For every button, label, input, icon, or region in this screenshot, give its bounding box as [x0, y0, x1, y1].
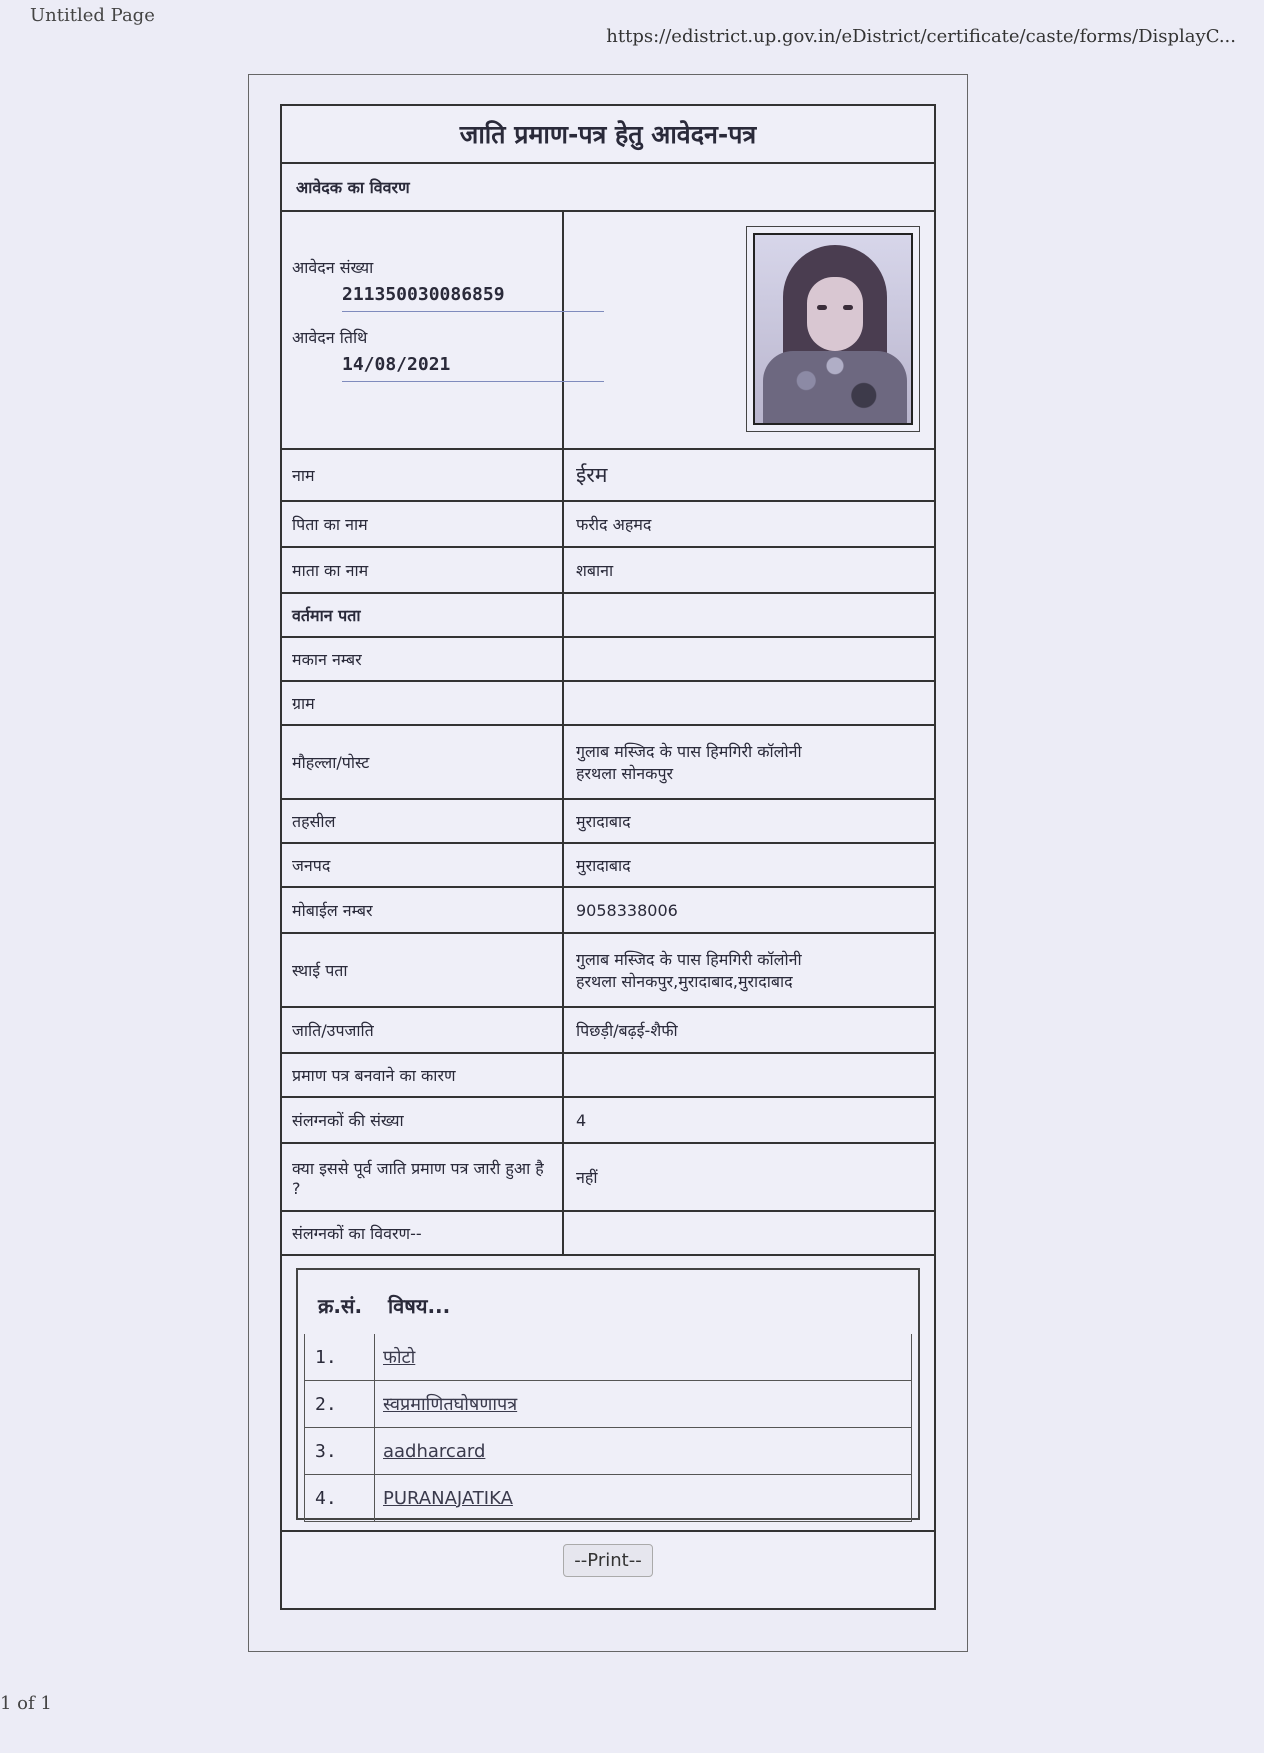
- applicant-photo-frame: [746, 226, 920, 432]
- row-label: जाति/उपजाति: [282, 1008, 564, 1052]
- row-label: संलग्नकों का विवरण--: [282, 1212, 564, 1254]
- attachment-link-aadharcard[interactable]: aadharcard: [383, 1440, 486, 1462]
- attachment-link-old-caste[interactable]: PURANAJATIKA: [383, 1487, 513, 1509]
- application-date-label: आवेदन तिथि: [292, 328, 368, 347]
- row-reason: [282, 1054, 934, 1098]
- application-info-block: [282, 212, 934, 450]
- row-label: वर्तमान पता: [282, 594, 564, 636]
- row-label: स्थाई पता: [282, 934, 564, 1006]
- row-label: तहसील: [282, 800, 564, 842]
- row-permanent-address: [282, 934, 934, 1008]
- application-date: 14/08/2021: [342, 354, 604, 382]
- attachment-link-photo[interactable]: फोटो: [383, 1347, 416, 1368]
- row-label: मौहल्ला/पोस्ट: [282, 726, 564, 798]
- attachments-table: [296, 1268, 920, 1520]
- attachments-header: [304, 1276, 912, 1334]
- attachment-row: [304, 1428, 912, 1475]
- row-label: क्या इससे पूर्व जाति प्रमाण पत्र जारी हुआ है ?: [282, 1144, 564, 1210]
- row-name: [282, 450, 934, 502]
- form-title: जाति प्रमाण-पत्र हेतु आवेदन-पत्र: [282, 106, 934, 164]
- attachment-serial: 4.: [305, 1475, 375, 1521]
- application-details: [282, 212, 564, 448]
- row-locality: [282, 726, 934, 800]
- print-area: [282, 1532, 934, 1588]
- row-mother-name: [282, 548, 934, 594]
- row-current-address: [282, 594, 934, 638]
- attachments-section: [282, 1256, 934, 1532]
- row-label: जनपद: [282, 844, 564, 886]
- page-header-title: Untitled Page: [30, 5, 155, 26]
- attachment-link-declaration[interactable]: स्वप्रमाणितघोषणापत्र: [383, 1394, 518, 1415]
- row-value: गुलाब मस्जिद के पास हिमगिरी कॉलोनी: [576, 742, 802, 761]
- row-value-line2: हरथला सोनकपुर,मुरादाबाद,मुरादाबाद: [576, 972, 793, 991]
- page-header-url: https://edistrict.up.gov.in/eDistrict/certificate/caste/forms/DisplayC...: [606, 26, 1236, 47]
- row-value: फरीद अहमद: [576, 515, 652, 534]
- row-value: ईरम: [576, 463, 608, 487]
- photo-cell: [564, 212, 934, 448]
- row-label: संलग्नकों की संख्या: [282, 1098, 564, 1142]
- row-attachment-details: [282, 1212, 934, 1256]
- row-label: मकान नम्बर: [282, 638, 564, 680]
- row-label: नाम: [282, 450, 564, 500]
- row-tehsil: [282, 800, 934, 844]
- attachment-serial: 3.: [305, 1428, 375, 1474]
- applicant-photo: [753, 233, 913, 425]
- row-value: गुलाब मस्जिद के पास हिमगिरी कॉलोनी: [576, 950, 802, 969]
- row-value: 4: [576, 1110, 587, 1130]
- row-value-line2: हरथला सोनकपुर: [576, 764, 674, 783]
- row-mobile-number: [282, 888, 934, 934]
- attachment-row: [304, 1334, 912, 1381]
- row-value: 9058338006: [576, 900, 678, 920]
- application-number-label: आवेदन संख्या: [292, 258, 374, 277]
- page-footer-count: 1 of 1: [0, 1693, 52, 1714]
- attachment-serial: 1.: [305, 1334, 375, 1380]
- row-house-number: [282, 638, 934, 682]
- row-value: मुरादाबाद: [576, 812, 631, 831]
- attachment-row: [304, 1475, 912, 1522]
- print-button[interactable]: --Print--: [563, 1544, 652, 1577]
- row-village: [282, 682, 934, 726]
- row-label: प्रमाण पत्र बनवाने का कारण: [282, 1054, 564, 1096]
- row-label: पिता का नाम: [282, 502, 564, 546]
- attachment-serial: 2.: [305, 1381, 375, 1427]
- row-district: [282, 844, 934, 888]
- row-caste: [282, 1008, 934, 1054]
- row-value: नहीं: [576, 1168, 598, 1187]
- row-previous-certificate: [282, 1144, 934, 1212]
- row-label: ग्राम: [282, 682, 564, 724]
- header-subject: विषय...: [388, 1293, 451, 1318]
- section-title: आवेदक का विवरण: [282, 164, 934, 212]
- row-value: शबाना: [576, 561, 614, 580]
- application-number: 211350030086859: [342, 284, 604, 312]
- row-label: माता का नाम: [282, 548, 564, 592]
- caste-certificate-form: [280, 104, 936, 1610]
- header-serial: क्र.सं.: [318, 1293, 363, 1318]
- row-label: मोबाईल नम्बर: [282, 888, 564, 932]
- row-attachment-count: [282, 1098, 934, 1144]
- row-value: मुरादाबाद: [576, 856, 631, 875]
- attachment-row: [304, 1381, 912, 1428]
- row-father-name: [282, 502, 934, 548]
- row-value: पिछड़ी/बढ़ई-शैफी: [576, 1021, 678, 1040]
